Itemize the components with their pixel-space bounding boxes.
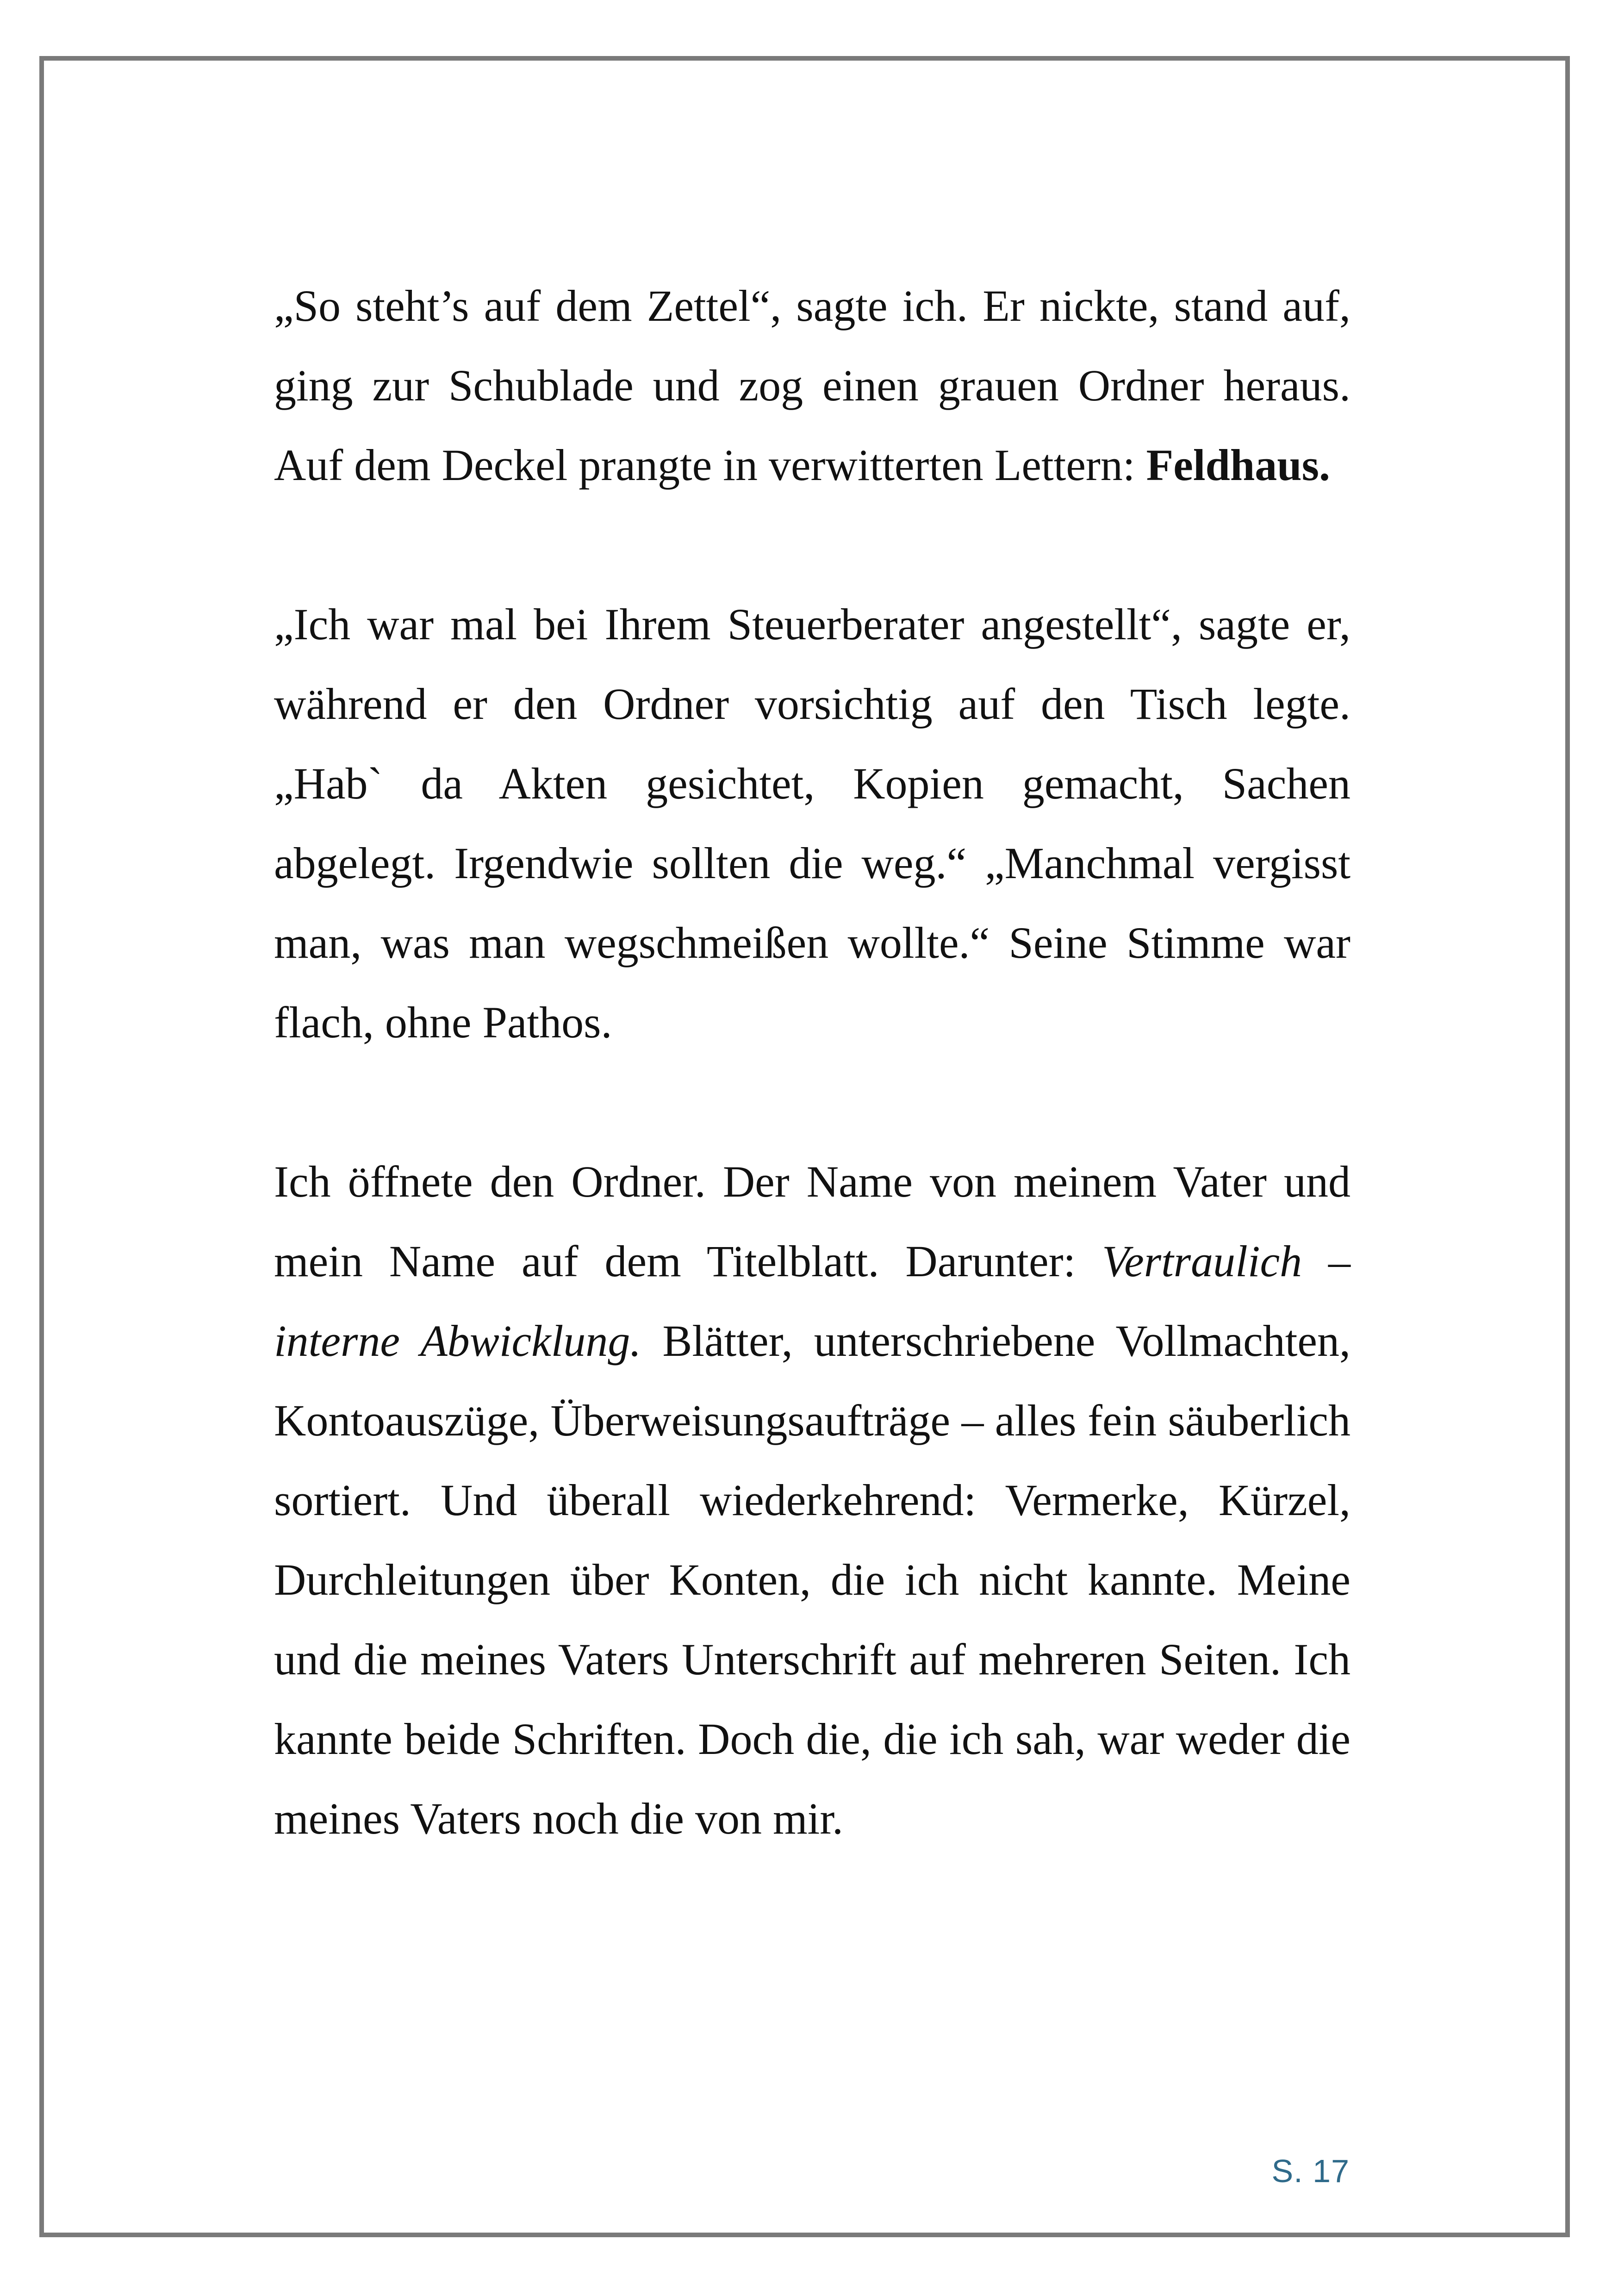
paragraph-3-text-start: Ich öffnete den Ordner. Der Name von meinem Vater und mein Name auf dem Titelblatt. Darunter:: [274, 1157, 1350, 1286]
paragraph-1-text: „So steht’s auf dem Zettel“, sagte ich. Er nickte, stand auf, ging zur Schublade und zog einen grauen Ordner heraus. Auf dem Deckel prangte in verwitterten Lettern:: [274, 281, 1350, 490]
paragraph-3: [274, 1142, 1350, 1859]
paragraph-2-text: „Ich war mal bei Ihrem Steuerberater angestellt“, sagte er, während er den Ordner vorsichtig auf den Tisch legte. „Hab` da Akten gesichtet, Kopien gemacht, Sachen abgelegt. Irgendwie sollten die weg.“ „Manchmal vergisst man, was man wegschmeißen wollte.“ Seine Stimme war flach, ohne Pathos.: [274, 599, 1350, 1047]
paragraph-1: [274, 266, 1350, 505]
text-block: [274, 266, 1350, 1859]
page-number: S. 17: [1271, 2153, 1350, 2189]
paragraph-1-bold-name: Feldhaus.: [1146, 440, 1331, 490]
paragraph-3-italic-note: Vertraulich – interne Abwicklung.: [274, 1236, 1351, 1366]
paragraph-3-text-end: Blätter, unterschriebene Vollmachten, Kontoauszüge, Überweisungsaufträge – alles fein säuberlich sortiert. Und überall wiederkehrend: Vermerke, Kürzel, Durchleitungen über Konten, die ich nicht kannte. Meine und die meines Vaters Unterschrift auf mehreren Seiten. Ich kannte beide Schriften. Doch die, die ich sah, war weder die meines Vaters noch die von mir.: [274, 1316, 1351, 1843]
paragraph-2: [274, 585, 1350, 1062]
